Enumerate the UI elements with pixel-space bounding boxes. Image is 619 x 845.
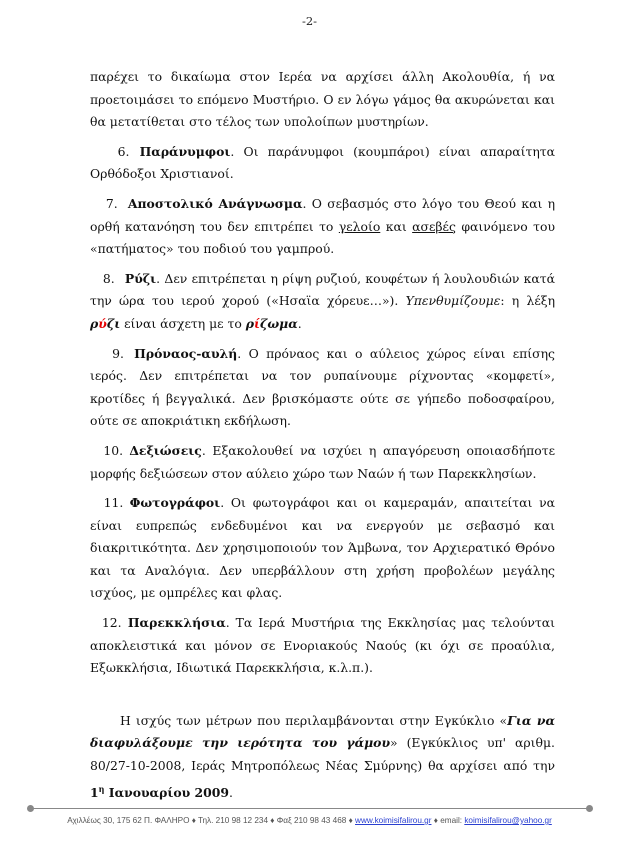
item-11 bbox=[90, 492, 555, 605]
item-body: . Οι παράνυμφοι (κουμπάροι) είναι απαραίτητα Ορθόδοξοι Χριστιανοί. bbox=[90, 143, 555, 182]
item-title: Πρόναος-αυλή bbox=[134, 345, 238, 361]
item-10 bbox=[90, 440, 555, 485]
effective-date-month: Ιανουαρίου 2009 bbox=[104, 784, 229, 800]
item-number: 11. bbox=[103, 495, 124, 511]
footer-divider bbox=[30, 808, 590, 809]
item-6 bbox=[90, 141, 555, 186]
item-body: . Εξακολουθεί να ισχύει η απαγόρευση οποιασδήποτε μορφής δεξιώσεων στον αύλειο χώρο των Ναών ή των Παρεκκλησίων. bbox=[90, 442, 555, 481]
intro-paragraph: παρέχει το δικαίωμα στον Ιερέα να αρχίσει άλλη Ακολουθία, ή να προετοιμάσει το επόμενο Μυστήριο. Ο εν λόγω γάμος θα ακυρώνεται και θα μετατίθεται στο τέλος των υπολοίπων μυστηρίων. bbox=[90, 69, 555, 130]
closing-text: . bbox=[229, 784, 233, 800]
item-title: Δεξιώσεις bbox=[129, 442, 202, 458]
highlight-letter: ύ bbox=[98, 315, 107, 331]
circular-title: Για να διαφυλάξουμε την ιερότητα του γάμου bbox=[90, 712, 555, 751]
item-number: 7. bbox=[105, 195, 118, 211]
item-9 bbox=[90, 343, 555, 433]
item-body: . Ο σεβασμός στο λόγο του Θεού και η ορθή κατανόηση του δεν επιτρέπει το bbox=[90, 195, 556, 234]
item-number: 10. bbox=[103, 442, 124, 458]
item-body: φαινόμενο του «πατήματος» του ποδιού του γαμπρού. bbox=[90, 218, 555, 257]
reminder-label: Υπενθυμίζουμε bbox=[405, 293, 501, 309]
item-number: 12. bbox=[101, 615, 122, 631]
document-body bbox=[90, 66, 555, 804]
item-title: Φωτογράφοι bbox=[129, 495, 221, 511]
item-number: 8. bbox=[102, 270, 115, 286]
item-body: . bbox=[297, 315, 302, 331]
closing-text: Η ισχύς των μέτρων που περιλαμβάνονται στην Εγκύκλιο « bbox=[120, 712, 508, 728]
item-body: είναι άσχετη με το bbox=[120, 315, 246, 331]
item-body: και bbox=[380, 218, 413, 234]
word-part: ζι bbox=[106, 315, 121, 331]
footer bbox=[0, 816, 619, 825]
email-link[interactable]: koimisifalirou@yahoo.gr bbox=[464, 816, 552, 825]
page-number: -2- bbox=[301, 14, 318, 28]
item-title: Αποστολικό Ανάγνωσμα bbox=[127, 195, 303, 211]
item-title: Ρύζι bbox=[124, 270, 157, 286]
website-link[interactable]: www.koimisifalirou.gr bbox=[355, 816, 432, 825]
word-part: ρ bbox=[90, 315, 99, 331]
underlined-word: ασεβές bbox=[412, 218, 456, 234]
item-7 bbox=[90, 193, 555, 261]
item-12 bbox=[90, 612, 555, 680]
item-body: : η λέξη bbox=[500, 293, 555, 309]
footer-email-label: ♦ email: bbox=[431, 816, 465, 825]
effective-date-suffix: η bbox=[98, 783, 105, 794]
item-title: Παράνυμφοι bbox=[139, 143, 231, 159]
item-body: . Ο πρόναος και ο αύλειος χώρος είναι επίσης ιερός. Δεν επιτρέπεται να τον ρυπαίνουμε ρίχνοντας «κομφετί», κροτίδες ή βεγγαλικά. Δεν βρισκόμαστε ούτε σε γήπεδο ποδοσφαίρου, ούτε σε αποκριάτικη εκδήλωση. bbox=[90, 345, 555, 429]
item-body: . Δεν επιτρέπεται η ρίψη ρυζιού, κουφέτων ή λουλουδιών κατά την ώρα του ιερού χορού («Ησαϊα χόρευε…»). bbox=[90, 270, 555, 309]
word-part: ρ bbox=[245, 315, 254, 331]
footer-address: Αχιλλέως 30, 175 62 Π. ΦΑΛΗΡΟ ♦ Τηλ. 210 98 12 234 ♦ Φαξ 210 98 43 468 ♦ bbox=[67, 816, 356, 825]
closing-paragraph bbox=[90, 710, 555, 805]
item-body: . Οι φωτογράφοι και οι καμεραμάν, απαιτείται να είναι ευπρεπώς ενδεδυμένοι και να ενεργούν με σεβασμό και διακριτικότητα. Δεν χρησιμοποιούν τον Άμβωνα, τον Αρχιερατικό Θρόνο και τα Αναλόγια. Δεν υπερβάλλουν στη χρήση προβολέων μεγάλης ισχύος, με ομπρέλες και φλας. bbox=[90, 495, 555, 601]
item-number: 6. bbox=[117, 143, 130, 159]
item-body: . Τα Ιερά Μυστήρια της Εκκλησίας μας τελούνται αποκλειστικά και μόνον σε Ενοριακούς Ναούς (κι όχι σε προαύλια, Εξωκκλήσια, Ιδιωτικά Παρεκκλήσια, κ.λ.π.). bbox=[90, 615, 555, 676]
highlight-letter: ί bbox=[254, 315, 260, 331]
underlined-word: γελοίο bbox=[338, 218, 381, 234]
word-part: ζωμα bbox=[260, 315, 298, 331]
item-title: Παρεκκλήσια bbox=[127, 615, 226, 631]
closing-text: » (Εγκύκλιος υπ' αριθμ. 80/27-10-2008, Ιεράς Μητροπόλεως Νέας Σμύρνης) θα αρχίσει από την bbox=[90, 735, 555, 774]
item-number: 9. bbox=[112, 345, 124, 361]
item-8 bbox=[90, 268, 555, 336]
effective-date-day: 1 bbox=[90, 784, 99, 800]
